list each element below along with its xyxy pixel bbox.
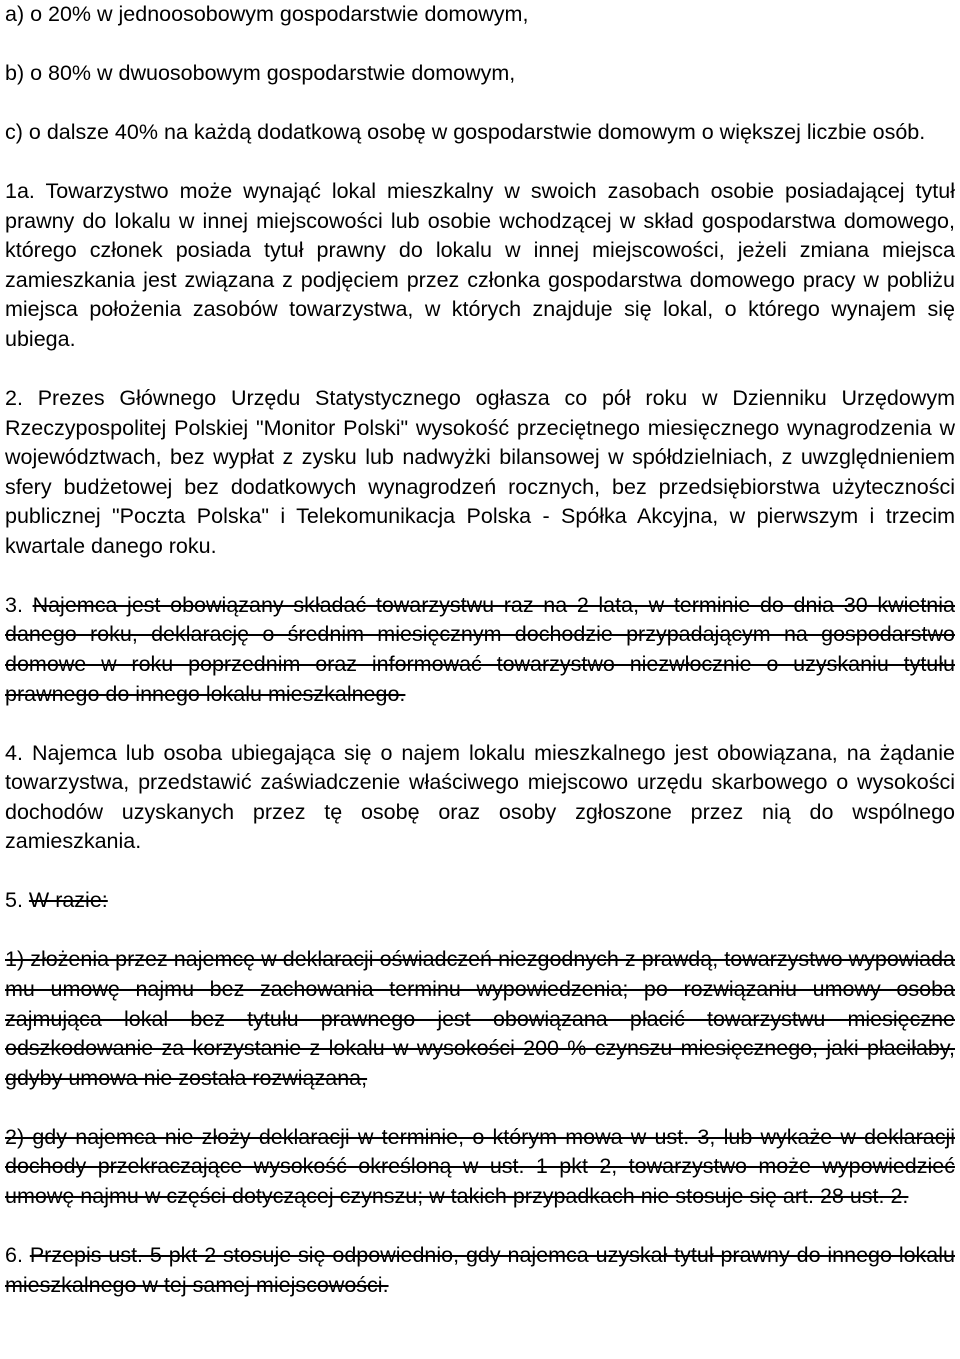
paragraph-1a bbox=[5, 177, 955, 355]
paragraph-5-item-2-struck: 2) gdy najemca nie złoży deklaracji w terminie, o którym mowa w ust. 3, lub wykaże w deklaracji dochody przekraczające wysokość określoną w ust. 1 pkt 2, towarzystwo może wypowiedzieć umowę najmu w części dotyczącej czynszu; w takich przypadkach nie stosuje się art. 28 ust. 2. bbox=[5, 1124, 955, 1208]
paragraph-6 bbox=[5, 1241, 955, 1300]
paragraph-6-number: 6. bbox=[5, 1242, 23, 1267]
paragraph-1a-number: 1a. bbox=[5, 178, 35, 203]
paragraph-5-item-1-struck: 1) złożenia przez najemcę w deklaracji oświadczeń niezgodnych z prawdą, towarzystwo wypowiada mu umowę najmu bez zachowania terminu wypowiedzenia; po rozwiązaniu umowy osoba zajmująca lokal bez tytułu prawnego jest obowiązana płacić towarzystwu miesięczne odszkodowanie za korzystanie z lokalu w wysokości 200 % czynszu miesięcznego, jaki płaciłaby, gdyby umowa nie została rozwiązana, bbox=[5, 947, 955, 1090]
paragraph-3 bbox=[5, 591, 955, 709]
paragraph-6-text-struck: Przepis ust. 5 pkt 2 stosuje się odpowiednio, gdy najemca uzyskał tytuł prawny do innego lokalu mieszkalnego w tej samej miejscowości. bbox=[5, 1242, 955, 1297]
paragraph-5-number: 5. bbox=[5, 888, 23, 913]
paragraph-4-number: 4. bbox=[5, 740, 23, 765]
paragraph-4 bbox=[5, 739, 955, 857]
paragraph-3-number: 3. bbox=[5, 592, 23, 617]
paragraph-3-text-struck: Najemca jest obowiązany składać towarzystwu raz na 2 lata, w terminie do dnia 30 kwietnia danego roku, deklarację o średnim miesięcznym dochodzie przypadającym na gospodarstwo domowe w roku poprzednim oraz informować towarzystwo niezwłocznie o uzyskaniu tytułu prawnego do innego lokalu mieszkalnego. bbox=[5, 592, 955, 706]
paragraph-2-number: 2. bbox=[5, 385, 23, 410]
paragraph-2 bbox=[5, 384, 955, 562]
list-item-a: a) o 20% w jednoosobowym gospodarstwie domowym, bbox=[5, 2, 529, 26]
document-page bbox=[5, 0, 955, 1300]
paragraph-2-text: Prezes Głównego Urzędu Statystycznego ogłasza co pół roku w Dzienniku Urzędowym Rzeczypospolitej Polskiej "Monitor Polski" wysokość przeciętnego miesięcznego wynagrodzenia w województwach, bez wypłat z zysku lub nadwyżki bilansowej w spółdzielniach, z uwzględnieniem sfery budżetowej bez dodatkowych wynagrodzeń rocznych, bez przedsiębiorstwa użyteczności publicznej "Poczta Polska" i Telekomunikacja Polska - Spółka Akcyjna, w pierwszym i trzecim kwartale danego roku. bbox=[5, 385, 955, 558]
list-item-c: c) o dalsze 40% na każdą dodatkową osobę w gospodarstwie domowym o większej liczbie osób. bbox=[5, 119, 926, 144]
paragraph-1a-text: Towarzystwo może wynająć lokal mieszkalny w swoich zasobach osobie posiadającej tytuł prawny do lokalu w innej miejscowości lub osobie wchodzącej w skład gospodarstwa domowego, którego członek posiada tytuł prawny do lokalu w innej miejscowości, jeżeli zmiana miejsca zamieszkania jest związana z podjęciem przez członka gospodarstwa domowego pracy w pobliżu miejsca położenia zasobów towarzystwa, w których znajduje się lokal, o którego wynajem się ubiega. bbox=[5, 178, 955, 351]
paragraph-5-heading-text-struck: W razie: bbox=[28, 888, 108, 913]
paragraph-4-text: Najemca lub osoba ubiegająca się o najem lokalu mieszkalnego jest obowiązana, na żądanie towarzystwa, przedstawić zaświadczenie właściwego miejscowo urzędu skarbowego o wysokości dochodów uzyskanych przez tę osobę oraz osoby zgłoszone przez nią do wspólnego zamieszkania. bbox=[5, 740, 955, 854]
paragraph-5-heading bbox=[5, 886, 955, 916]
list-item-b: b) o 80% w dwuosobowym gospodarstwie domowym, bbox=[5, 60, 516, 85]
